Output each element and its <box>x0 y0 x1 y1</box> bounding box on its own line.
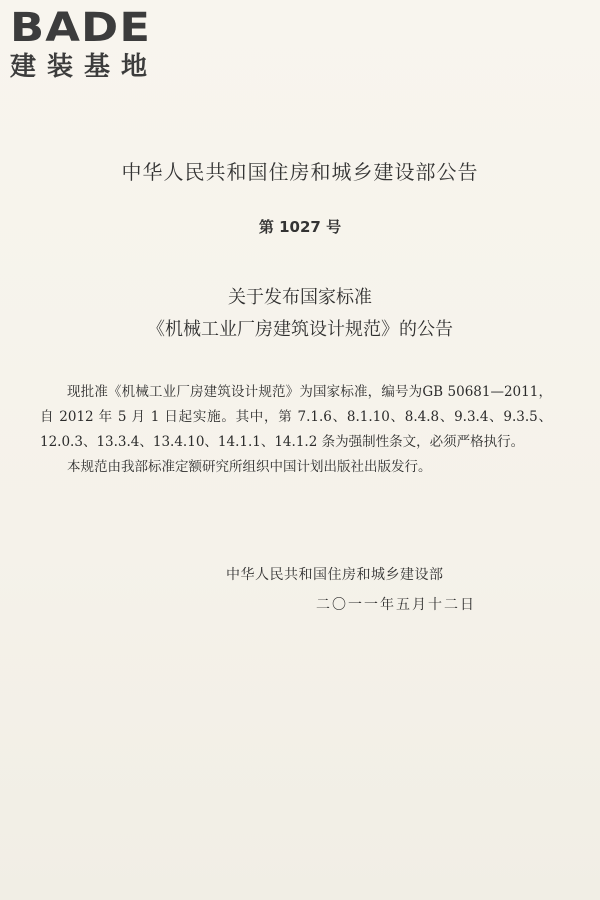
signature-date: 二〇一一年五月十二日 <box>316 597 476 613</box>
subject-line-1: 关于发布国家标准 <box>228 287 372 308</box>
announcement-subject <box>0 282 600 346</box>
signature-organization: 中华人民共和国住房和城乡建设部 <box>226 567 444 583</box>
subject-line-2: 《机械工业厂房建筑设计规范》的公告 <box>147 319 453 340</box>
ministry-title: 中华人民共和国住房和城乡建设部公告 <box>121 160 479 184</box>
logo-chinese-text: 建装基地 <box>10 52 159 82</box>
body-paragraph-publisher: 本规范由我部标准定额研究所组织中国计划出版社出版发行。 <box>67 459 432 475</box>
logo-latin-text: BADE <box>10 5 152 51</box>
body-paragraph-approval: 现批准《机械工业厂房建筑设计规范》为国家标准，编号为GB 50681—2011，自 2012 年 5 月 1 日起实施。其中，第 7.1.6、8.1.10、8.4.8、9.3.4、9.3.5、12.0.3、13.3.4、13.4.10、14.1.1、14.1.2 条为强制性条文，必须严格执行。 <box>40 384 552 450</box>
bade-logo <box>10 6 180 82</box>
announcement-number: 第 1027 号 <box>258 218 342 236</box>
announcement-body <box>40 380 552 480</box>
